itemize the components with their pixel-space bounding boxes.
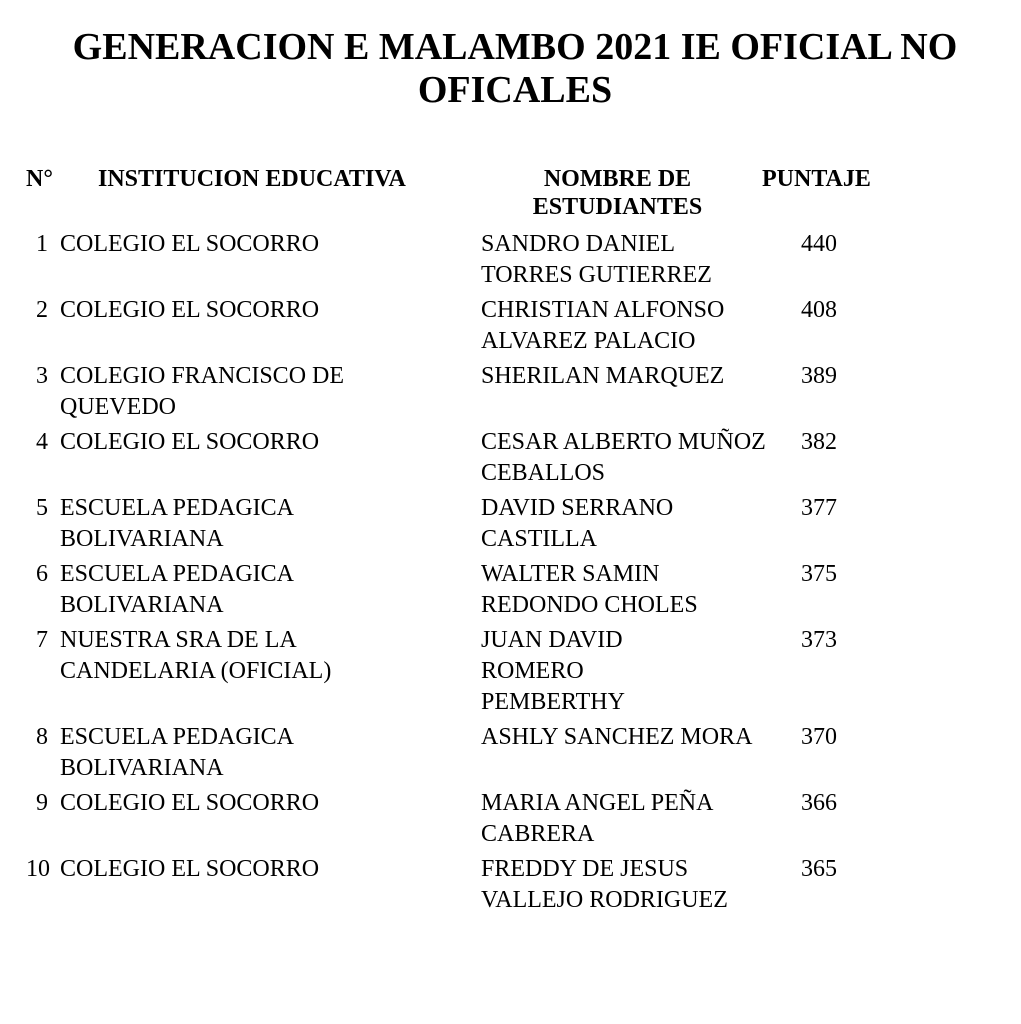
table-row bbox=[0, 625, 1021, 718]
row-number: 6 bbox=[36, 561, 48, 587]
row-student: ASHLY SANCHEZ MORA bbox=[481, 724, 753, 750]
row-institution: COLEGIO EL SOCORRO bbox=[60, 856, 320, 882]
table-row bbox=[0, 493, 1021, 555]
row-institution: COLEGIO EL SOCORRO bbox=[60, 790, 320, 816]
row-student: MARIA ANGEL PEÑA CABRERA bbox=[481, 790, 713, 847]
table-row bbox=[0, 854, 1021, 916]
row-student: CESAR ALBERTO MUÑOZ CEBALLOS bbox=[481, 429, 766, 486]
row-student: SANDRO DANIEL TORRES GUTIERREZ bbox=[481, 231, 712, 288]
row-score: 375 bbox=[801, 561, 837, 587]
column-header-score: PUNTAJE bbox=[762, 166, 871, 192]
row-number: 2 bbox=[36, 297, 48, 323]
row-score: 373 bbox=[801, 627, 837, 653]
table-row bbox=[0, 788, 1021, 850]
row-score: 382 bbox=[801, 429, 837, 455]
row-score: 365 bbox=[801, 856, 837, 882]
row-institution: ESCUELA PEDAGICA BOLIVARIANA bbox=[60, 561, 293, 618]
row-student: DAVID SERRANO CASTILLA bbox=[481, 495, 674, 552]
row-student: WALTER SAMIN REDONDO CHOLES bbox=[481, 561, 698, 618]
row-institution: ESCUELA PEDAGICA BOLIVARIANA bbox=[60, 495, 293, 552]
row-number: 9 bbox=[36, 790, 48, 816]
row-number: 4 bbox=[36, 429, 48, 455]
row-score: 389 bbox=[801, 363, 837, 389]
column-header-student: NOMBRE DE ESTUDIANTES bbox=[532, 166, 703, 220]
row-student: FREDDY DE JESUS VALLEJO RODRIGUEZ bbox=[481, 856, 728, 913]
page-title: GENERACION E MALAMBO 2021 IE OFICIAL NO OFICALES bbox=[72, 26, 958, 111]
row-institution: ESCUELA PEDAGICA BOLIVARIANA bbox=[60, 724, 293, 781]
table-row bbox=[0, 361, 1021, 423]
row-institution: COLEGIO EL SOCORRO bbox=[60, 231, 320, 257]
table-row bbox=[0, 295, 1021, 357]
row-institution: COLEGIO EL SOCORRO bbox=[60, 429, 320, 455]
column-header-number: N° bbox=[26, 166, 53, 192]
table-row bbox=[0, 722, 1021, 784]
row-institution: COLEGIO FRANCISCO DE QUEVEDO bbox=[60, 363, 345, 420]
row-number: 5 bbox=[36, 495, 48, 521]
row-institution: NUESTRA SRA DE LA CANDELARIA (OFICIAL) bbox=[60, 627, 332, 684]
column-header-institution: INSTITUCION EDUCATIVA bbox=[98, 166, 406, 192]
table-row bbox=[0, 427, 1021, 489]
row-score: 408 bbox=[801, 297, 837, 323]
row-number: 10 bbox=[26, 856, 50, 882]
table-row bbox=[0, 229, 1021, 291]
row-score: 366 bbox=[801, 790, 837, 816]
row-student: JUAN DAVID ROMERO PEMBERTHY bbox=[481, 627, 625, 715]
row-number: 8 bbox=[36, 724, 48, 750]
table-row bbox=[0, 559, 1021, 621]
results-table bbox=[0, 229, 1021, 920]
row-student: CHRISTIAN ALFONSO ALVAREZ PALACIO bbox=[481, 297, 725, 354]
row-number: 1 bbox=[36, 231, 48, 257]
row-institution: COLEGIO EL SOCORRO bbox=[60, 297, 320, 323]
row-student: SHERILAN MARQUEZ bbox=[481, 363, 725, 389]
row-number: 3 bbox=[36, 363, 48, 389]
row-score: 370 bbox=[801, 724, 837, 750]
row-number: 7 bbox=[36, 627, 48, 653]
row-score: 377 bbox=[801, 495, 837, 521]
row-score: 440 bbox=[801, 231, 837, 257]
